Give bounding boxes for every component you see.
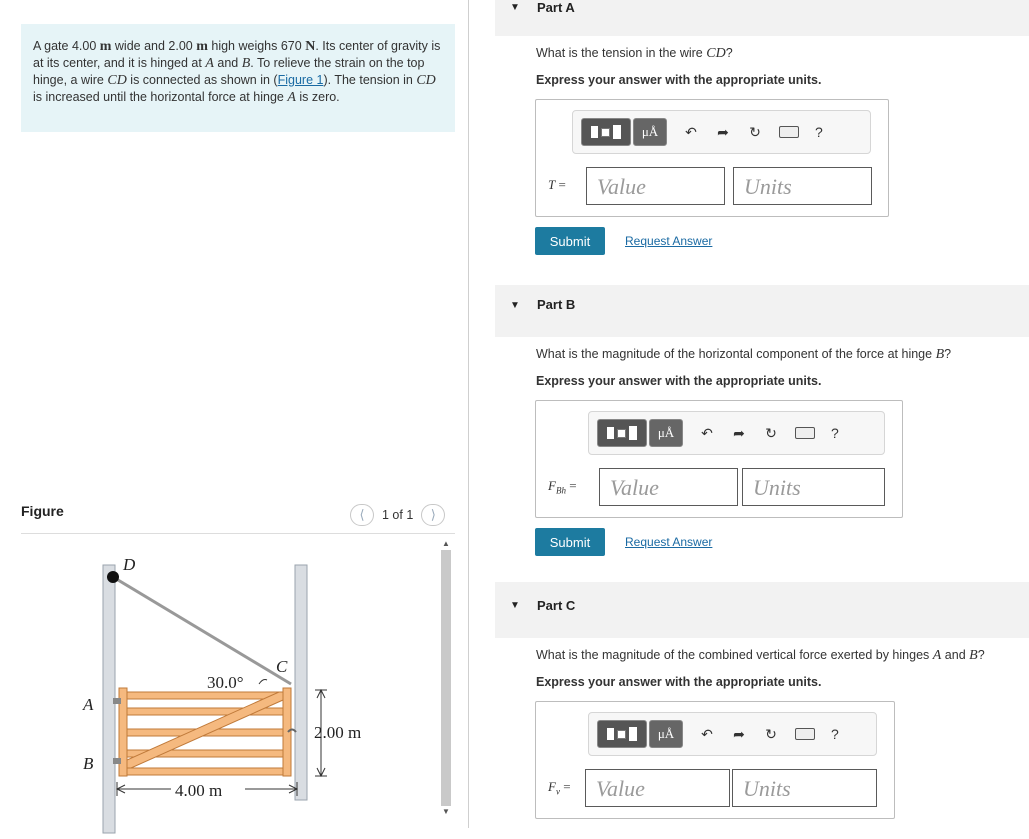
templates-button[interactable] — [597, 720, 647, 748]
value-input[interactable]: Value — [585, 769, 730, 807]
part-b-request-answer-link[interactable]: Request Answer — [625, 535, 713, 549]
pager-text: 1 of 1 — [382, 508, 414, 522]
var-label-fv: $F_v$ = — [548, 779, 571, 797]
scroll-thumb[interactable] — [441, 550, 451, 806]
part-b-question: What is the magnitude of the horizontal component of the force at hinge B? — [536, 347, 952, 362]
templates-button[interactable] — [581, 118, 631, 146]
redo-icon[interactable]: ➦ — [733, 725, 745, 742]
reset-icon[interactable]: ↻ — [765, 725, 777, 742]
reset-icon[interactable]: ↻ — [749, 123, 761, 140]
units-input[interactable]: Units — [732, 769, 877, 807]
var-label-t: T = — [548, 177, 566, 192]
keyboard-icon[interactable] — [795, 728, 815, 740]
chevron-right-icon: ⟩ — [430, 507, 436, 522]
figure-link[interactable]: Figure 1 — [277, 73, 324, 87]
units-input[interactable]: Units — [742, 468, 885, 506]
height-label: 2.00 m — [314, 723, 362, 742]
reset-icon[interactable]: ↻ — [765, 424, 777, 441]
label-d: D — [123, 555, 136, 574]
caret-down-icon: ▼ — [510, 600, 520, 611]
scroll-down-icon[interactable]: ▼ — [442, 807, 450, 816]
part-c-question: What is the magnitude of the combined vertical force exerted by hinges A and B? — [536, 648, 985, 663]
undo-icon[interactable]: ↶ — [701, 725, 713, 742]
keyboard-icon[interactable] — [795, 427, 815, 439]
chevron-left-icon: ⟨ — [359, 507, 365, 522]
figure-scrollbar[interactable] — [438, 538, 454, 818]
part-c-toolbar — [588, 712, 877, 756]
label-a: A — [83, 695, 94, 714]
units-input[interactable]: Units — [733, 167, 872, 205]
part-c-answer-box — [535, 701, 895, 819]
point-d — [107, 571, 119, 583]
units-button[interactable]: μÅ — [649, 720, 683, 748]
part-a-submit-button[interactable]: Submit — [535, 227, 605, 255]
gate — [119, 688, 291, 776]
help-icon[interactable]: ? — [831, 726, 839, 742]
hinge-b — [113, 758, 121, 764]
problem-statement: A gate 4.00 m wide and 2.00 m high weighs 670 N. Its center of gravity is at its center, and it is hinged at A and B. To relieve the strain on the top hinge, a wire CD is connected as shown in (Figure 1). The tension in CD is increased until the horizontal force at hinge A is zero. — [21, 24, 455, 132]
part-c-instruction: Express your answer with the appropriate units. — [536, 675, 822, 689]
templates-button[interactable] — [597, 419, 647, 447]
part-b-toolbar — [588, 411, 885, 455]
caret-down-icon: ▼ — [510, 300, 520, 311]
value-input[interactable]: Value — [599, 468, 738, 506]
width-label: 4.00 m — [175, 781, 223, 800]
next-figure-button[interactable] — [421, 504, 445, 526]
var-label-fbh: $F_{Bh}$ = — [548, 478, 577, 496]
prev-figure-button[interactable] — [350, 504, 374, 526]
right-post — [295, 565, 307, 800]
undo-icon[interactable]: ↶ — [701, 424, 713, 441]
part-a-question: What is the tension in the wire CD? — [536, 46, 733, 61]
part-b-instruction: Express your answer with the appropriate units. — [536, 374, 822, 388]
part-c-header[interactable]: ▼ Part C — [495, 582, 1029, 638]
help-icon[interactable]: ? — [815, 124, 823, 140]
units-button[interactable]: μÅ — [633, 118, 667, 146]
part-a-toolbar — [572, 110, 871, 154]
scroll-up-icon[interactable]: ▲ — [442, 539, 450, 548]
angle-label: 30.0° — [207, 673, 244, 692]
angle-arc — [259, 680, 267, 685]
undo-icon[interactable]: ↶ — [685, 123, 697, 140]
units-button[interactable]: μÅ — [649, 419, 683, 447]
wire-cd — [113, 577, 291, 684]
latch — [288, 730, 296, 733]
redo-icon[interactable]: ➦ — [733, 424, 745, 441]
gate-diagram — [21, 540, 435, 839]
hinge-a — [113, 698, 121, 704]
figure-divider — [21, 533, 455, 534]
label-b: B — [83, 754, 94, 773]
part-a-answer-box — [535, 99, 889, 217]
figure-pager — [350, 504, 445, 526]
caret-down-icon: ▼ — [510, 2, 520, 13]
value-input[interactable]: Value — [586, 167, 725, 205]
help-icon[interactable]: ? — [831, 425, 839, 441]
column-divider — [468, 0, 469, 828]
redo-icon[interactable]: ➦ — [717, 123, 729, 140]
keyboard-icon[interactable] — [779, 126, 799, 138]
part-b-answer-box — [535, 400, 903, 518]
part-a-header[interactable]: ▼ Part A — [495, 0, 1029, 36]
figure-title: Figure — [21, 503, 64, 519]
part-b-submit-button[interactable]: Submit — [535, 528, 605, 556]
part-b-header[interactable]: ▼ Part B — [495, 285, 1029, 337]
label-c: C — [276, 657, 288, 676]
part-a-instruction: Express your answer with the appropriate units. — [536, 73, 822, 87]
gate-figure — [21, 540, 435, 839]
part-a-request-answer-link[interactable]: Request Answer — [625, 234, 713, 248]
